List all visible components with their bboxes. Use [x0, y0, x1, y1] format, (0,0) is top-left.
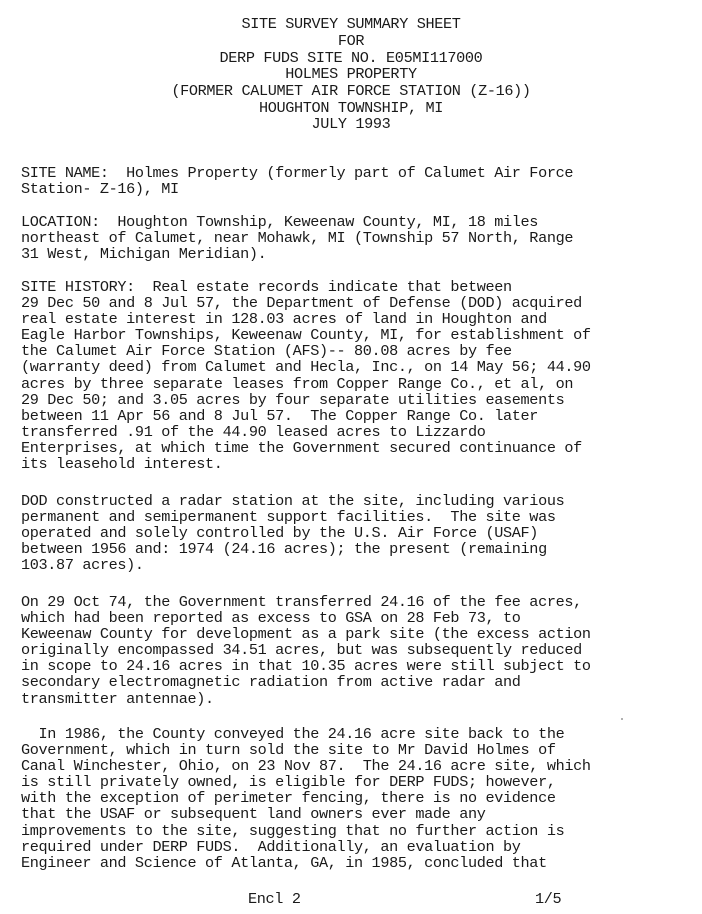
dod-construction-paragraph	[21, 493, 564, 573]
text-line: that the USAF or subsequent land owners ever made any	[21, 805, 486, 824]
site-name-paragraph	[21, 165, 573, 197]
text-line: On 29 Oct 74, the Government transferred 24.16 of the fee acres,	[21, 593, 582, 611]
text-line: SITE HISTORY: Real estate records indicate that between	[21, 278, 512, 296]
text-line: the Calumet Air Force Station (AFS)-- 80.08 acres by fee	[21, 342, 512, 361]
text-line: required under DERP FUDS. Additionally, an evaluation by	[21, 837, 521, 856]
header-for: FOR	[337, 32, 365, 50]
text-line: 29 Dec 50; and 3.05 acres by four separate utilities easements	[21, 390, 565, 409]
text-line: LOCATION: Houghton Township, Keweenaw County, MI, 18 miles	[21, 213, 539, 231]
text-line: which had been reported as excess to GSA on 28 Feb 73, to	[21, 609, 521, 628]
transfer-paragraph	[21, 594, 591, 707]
text-line: Eagle Harbor Townships, Keweenaw County, MI, for establishment of	[21, 326, 591, 345]
text-line: real estate interest in 128.03 acres of land in Houghton and	[21, 310, 547, 329]
enclosure-label: Encl 2	[248, 890, 301, 908]
text-line: Station- Z-16), MI	[21, 180, 179, 199]
text-line: In 1986, the County conveyed the 24.16 acre site back to the	[21, 725, 565, 743]
header-title: SITE SURVEY SUMMARY SHEET	[241, 15, 461, 33]
text-line: northeast of Calumet, near Mohawk, MI (Township 57 North, Range	[21, 229, 574, 248]
text-line: operated and solely controlled by the U.S. Air Force (USAF)	[21, 524, 539, 543]
text-line: Canal Winchester, Ohio, on 23 Nov 87. The 24.16 acre site, which	[21, 757, 591, 776]
header-site-number: DERP FUDS SITE NO. E05MI117000	[219, 49, 483, 67]
text-line: improvements to the site, suggesting that no further action is	[21, 821, 565, 840]
text-line: secondary electromagnetic radiation from active radar and	[21, 673, 521, 692]
text-line: acres by three separate leases from Copper Range Co., et al, on	[21, 374, 574, 393]
text-line: between 11 Apr 56 and 8 Jul 57. The Copper Range Co. later	[21, 406, 539, 425]
text-line: 29 Dec 50 and 8 Jul 57, the Department of Defense (DOD) acquired	[21, 294, 582, 313]
text-line: SITE NAME: Holmes Property (formerly part of Calumet Air Force	[21, 164, 574, 182]
text-line: 103.87 acres).	[21, 556, 144, 575]
text-line: transferred .91 of the 44.90 leased acres to Lizzardo	[21, 422, 486, 441]
text-line: with the exception of perimeter fencing, there is no evidence	[21, 789, 556, 808]
header-date: JULY 1993	[311, 115, 391, 133]
text-line: Enterprises, at which time the Government secured continuance of	[21, 438, 582, 457]
site-history-paragraph	[21, 279, 591, 472]
text-line: Keweenaw County for development as a park site (the excess action	[21, 625, 591, 644]
text-line: in scope to 24.16 acres in that 10.35 acres were still subject to	[21, 657, 591, 676]
text-line: is still privately owned, is eligible for DERP FUDS; however,	[21, 773, 556, 792]
text-line: DOD constructed a radar station at the site, including various	[21, 492, 565, 510]
header-former-station: (FORMER CALUMET AIR FORCE STATION (Z-16))	[171, 82, 531, 100]
text-line: Government, which in turn sold the site to Mr David Holmes of	[21, 741, 556, 760]
header-property: HOLMES PROPERTY	[285, 65, 417, 83]
scan-speck	[621, 718, 623, 720]
header-township: HOUGHTON TOWNSHIP, MI	[258, 99, 444, 117]
location-paragraph	[21, 214, 573, 262]
text-line: permanent and semipermanent support facilities. The site was	[21, 508, 556, 527]
text-line: its leasehold interest.	[21, 455, 223, 474]
conveyance-paragraph	[21, 726, 591, 871]
page-number: 1/5	[535, 890, 562, 908]
text-line: Engineer and Science of Atlanta, GA, in 1985, concluded that	[21, 853, 547, 872]
text-line: (warranty deed) from Calumet and Hecla, Inc., on 14 May 56; 44.90	[21, 358, 591, 377]
text-line: originally encompassed 34.51 acres, but was subsequently reduced	[21, 641, 582, 660]
text-line: between 1956 and: 1974 (24.16 acres); the present (remaining	[21, 540, 547, 559]
text-line: 31 West, Michigan Meridian).	[21, 245, 267, 264]
text-line: transmitter antennae).	[21, 689, 214, 708]
